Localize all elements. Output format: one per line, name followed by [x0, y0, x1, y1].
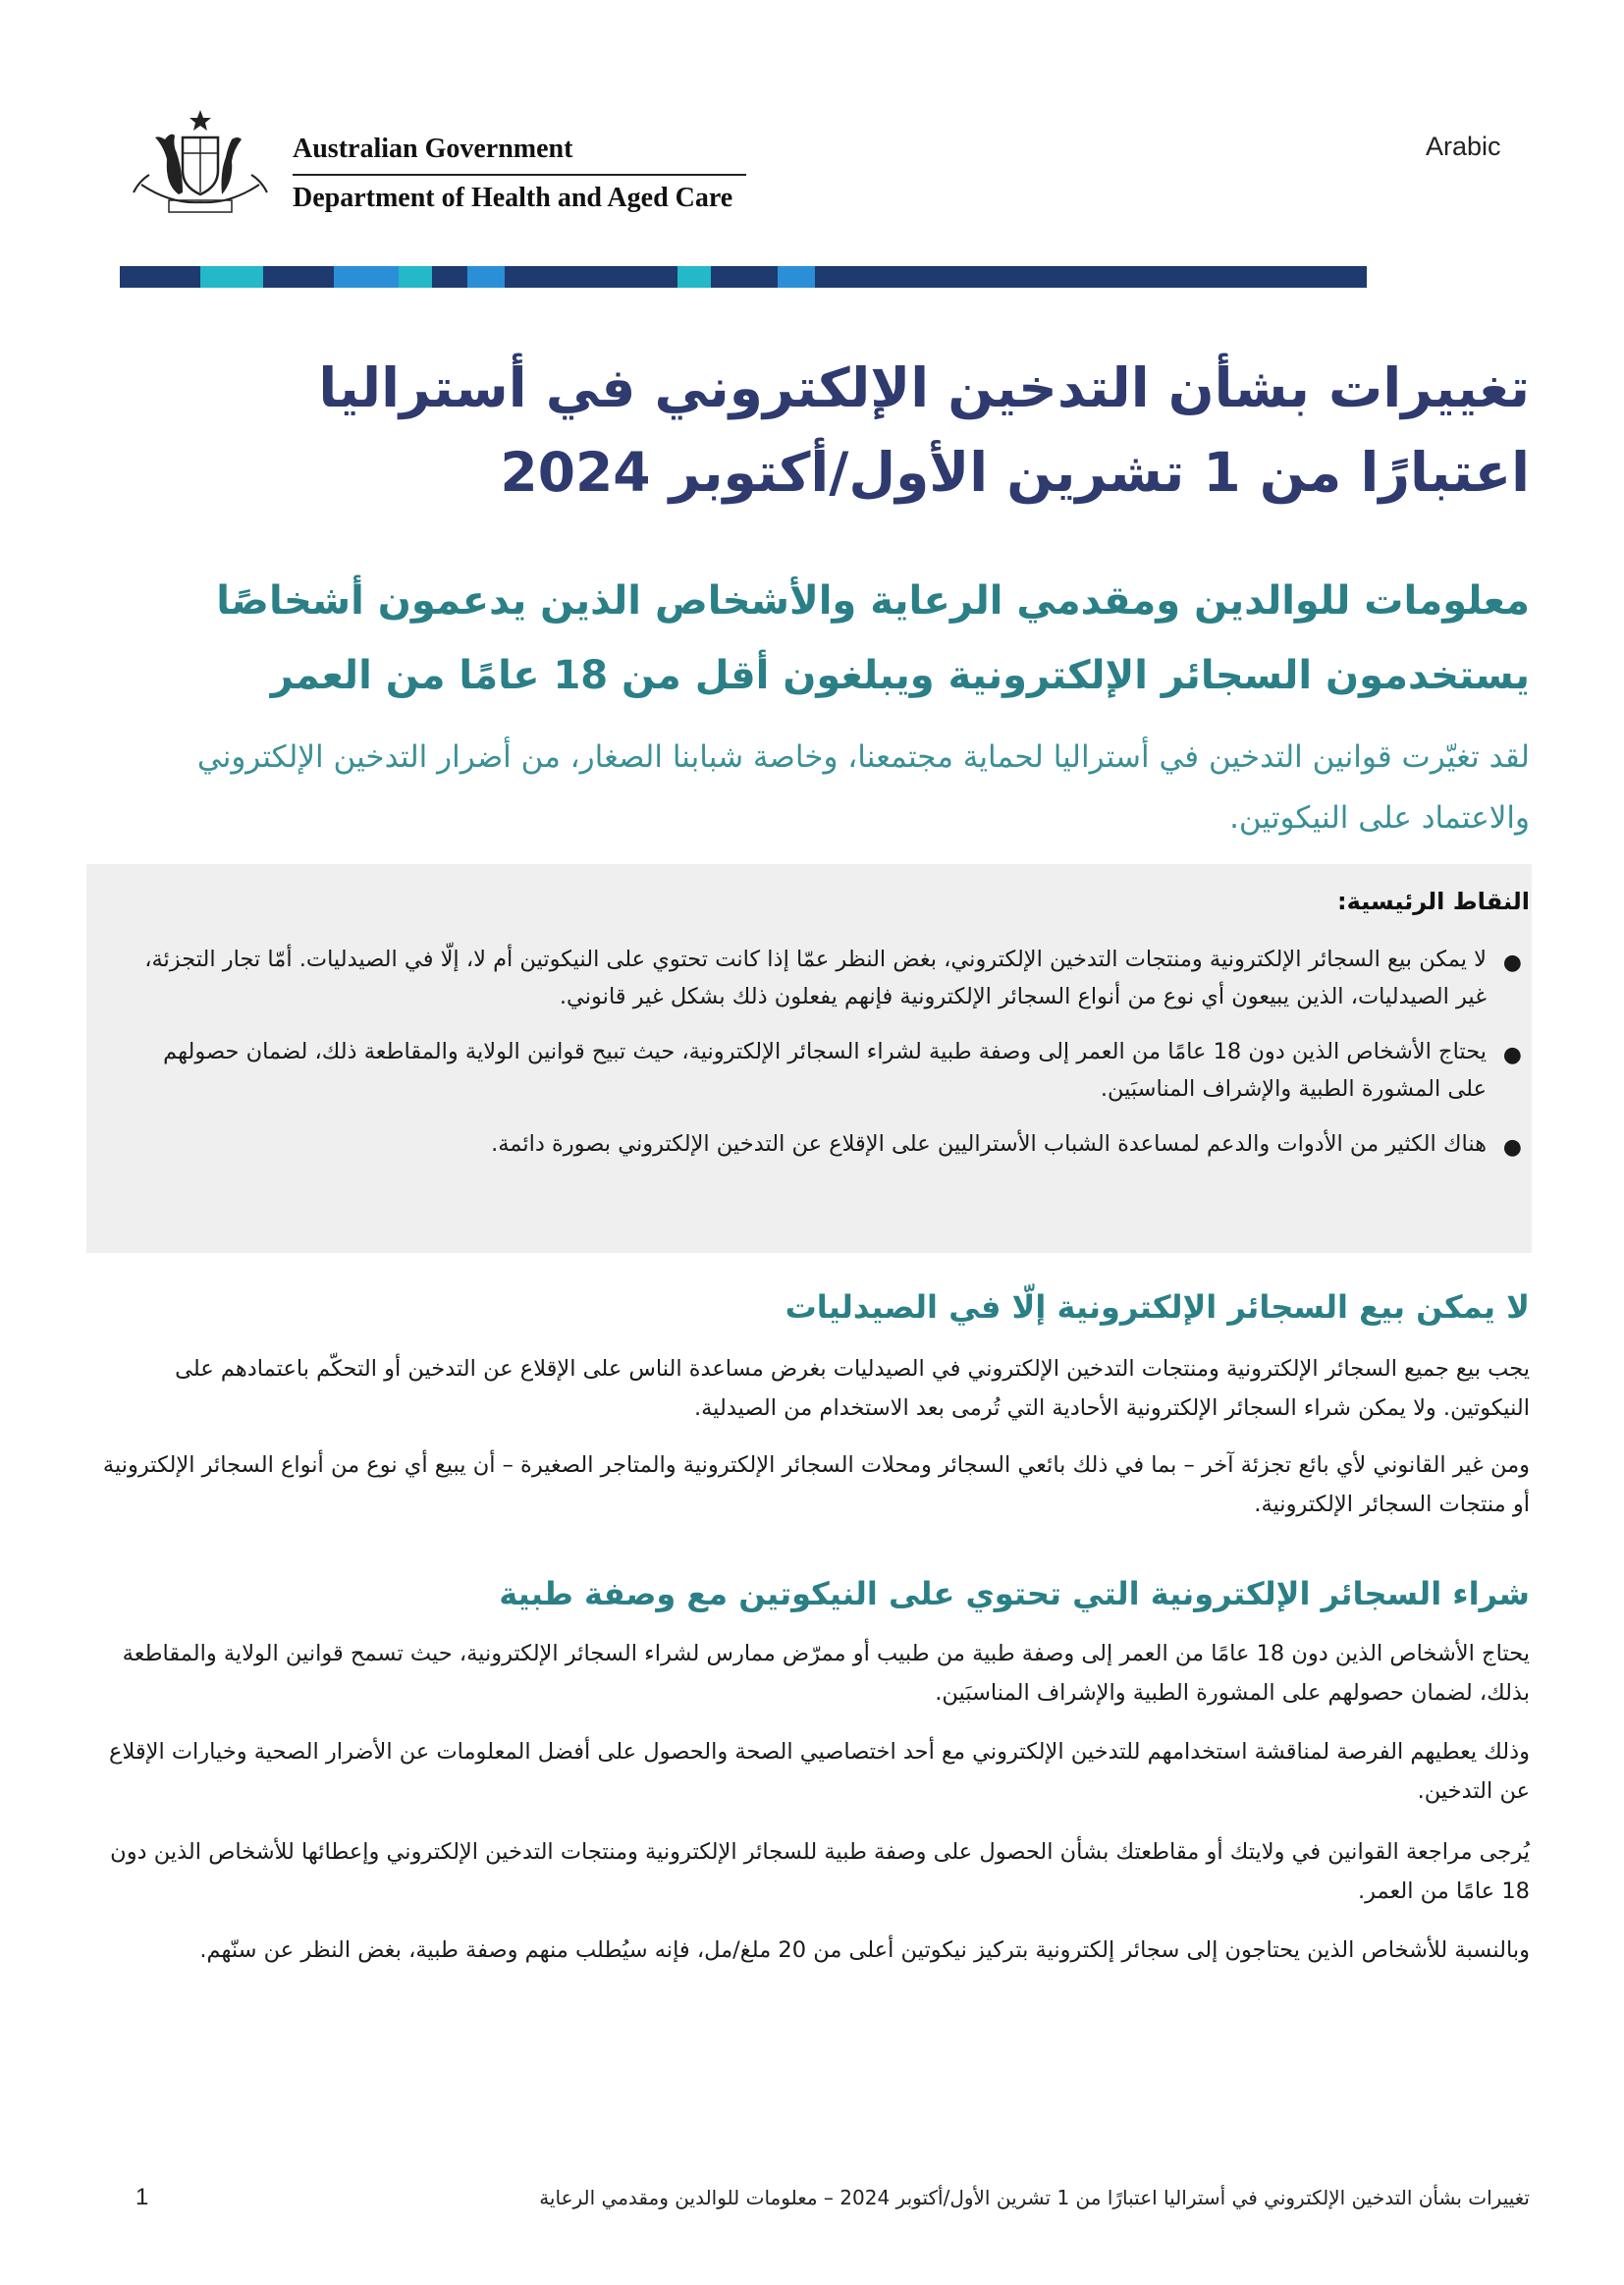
color-bar-segment [432, 266, 467, 288]
bullet-icon: ● [1502, 1135, 1522, 1160]
department-name: Department of Health and Aged Care [293, 183, 733, 213]
section-2-paragraph-1: يحتاج الأشخاص الذين دون 18 عامًا من العمر إلى وصفة طبية من طبيب أو ممرّض ممارس لشراء السجائر الإلكترونية، حيث تسمح قوانين الولاية والمقاطعة بذلك، لضمان حصولهم على المشورة الطبية والإشراف المناسبَين. [122, 1641, 1530, 1706]
color-bar-segment [677, 266, 711, 288]
section-2-paragraph-2: وذلك يعطيهم الفرصة لمناقشة استخدامهم للتدخين الإلكتروني مع أحد اختصاصيي الصحة والحصول على أفضل المعلومات عن الأضرار الصحية وخيارات الإقلاع عن التدخين. [109, 1739, 1530, 1804]
key-point-text: هناك الكثير من الأدوات والدعم لمساعدة الشباب الأستراليين على الإقلاع عن التدخين الإلكتروني بصورة دائمة. [491, 1131, 1487, 1157]
section-2-paragraph-4: وبالنسبة للأشخاص الذين يحتاجون إلى سجائر إلكترونية بتركيز نيكوتين أعلى من 20 ملغ/مل، فإنه سيُطلب منهم وصفة طبية، بغض النظر عن سنّهم. [199, 1937, 1530, 1963]
coat-of-arms-icon [122, 106, 279, 222]
section-1-heading: لا يمكن بيع السجائر الإلكترونية إلّا في الصيدليات [785, 1288, 1530, 1326]
footer-text: تغييرات بشأن التدخين الإلكتروني في أستراليا اعتبارًا من 1 تشرين الأول/أكتوبر 2024 – معلومات للوالدين ومقدمي الرعاية [539, 2186, 1530, 2209]
key-points-title: النقاط الرئيسية: [1337, 888, 1530, 915]
key-point-text: لا يمكن بيع السجائر الإلكترونية ومنتجات التدخين الإلكتروني، بغض النظر عمّا إذا كانت تحتوي على النيكوتين أم لا، إلّا في الصيدليات. أمّا تجار التجزئة، غير الصيدليات، الذين يبيعون أي نوع من أنواع السجائر الإلكترونية فإنهم يفعلون ذلك بشكل غير قانوني. [144, 947, 1487, 1009]
page-subtitle [155, 564, 1530, 713]
section-2-paragraph-3: يُرجى مراجعة القوانين في ولايتك أو مقاطعتك بشأن الحصول على وصفة طبية للسجائر الإلكترونية ومنتجات التدخين الإلكتروني وإعطائها للأشخاص الذين دون 18 عامًا من العمر. [110, 1839, 1530, 1904]
language-label: Arabic [1426, 132, 1501, 161]
intro-paragraph: لقد تغيّرت قوانين التدخين في أستراليا لحماية مجتمعنا، وخاصة شبابنا الصغار، من أضرار التدخين الإلكتروني والاعتماد على النيكوتين. [196, 739, 1530, 836]
color-bar [120, 266, 1367, 288]
list-item [135, 1033, 1530, 1108]
header-divider [293, 174, 746, 176]
title-line-2: اعتبارًا من 1 تشرين الأول/أكتوبر 2024 [500, 441, 1530, 504]
color-bar-segment [120, 266, 200, 288]
title-line-1: تغييرات بشأن التدخين الإلكتروني في أستراليا [318, 356, 1530, 419]
list-item [135, 941, 1530, 1015]
color-bar-segment [815, 266, 1367, 288]
subtitle-line-2: يستخدمون السجائر الإلكترونية ويبلغون أقل من 18 عامًا من العمر [270, 653, 1530, 698]
color-bar-segment [778, 266, 815, 288]
key-point-text: يحتاج الأشخاص الذين دون 18 عامًا من العمر إلى وصفة طبية لشراء السجائر الإلكترونية، حيث تبيح قوانين الولاية والمقاطعة ذلك، لضمان حصولهم على المشورة الطبية والإشراف المناسبَين. [163, 1039, 1487, 1102]
page-number: 1 [135, 2184, 149, 2210]
section-2-heading: شراء السجائر الإلكترونية التي تحتوي على النيكوتين مع وصفة طبية [499, 1575, 1530, 1612]
color-bar-segment [505, 266, 677, 288]
subtitle-line-1: معلومات للوالدين ومقدمي الرعاية والأشخاص الذين يدعمون أشخاصًا [216, 578, 1530, 624]
key-points-list [135, 941, 1530, 1180]
section-1-paragraph-2: ومن غير القانوني لأي بائع تجزئة آخر – بما في ذلك بائعي السجائر ومحلات السجائر الإلكترونية والمتاجر الصغيرة – أن يبيع أي نوع من أنواع السجائر الإلكترونية أو منتجات السجائر الإلكترونية. [102, 1452, 1530, 1517]
government-name: Australian Government [293, 134, 573, 164]
color-bar-segment [467, 266, 505, 288]
section-1-paragraph-1: يجب بيع جميع السجائر الإلكترونية ومنتجات التدخين الإلكتروني في الصيدليات بغرض مساعدة الناس على الإقلاع عن التدخين أو التحكّم باعتمادهم على النيكوتين. ولا يمكن شراء السجائر الإلكترونية الأحادية التي تُرمى بعد الاستخدام من الصيدلية. [175, 1356, 1530, 1421]
color-bar-segment [711, 266, 778, 288]
color-bar-segment [399, 266, 432, 288]
color-bar-segment [200, 266, 263, 288]
bullet-icon: ● [1502, 951, 1522, 975]
color-bar-segment [334, 266, 399, 288]
color-bar-segment [263, 266, 334, 288]
page-title [253, 346, 1530, 515]
bullet-icon: ● [1502, 1043, 1522, 1067]
list-item [135, 1125, 1530, 1163]
